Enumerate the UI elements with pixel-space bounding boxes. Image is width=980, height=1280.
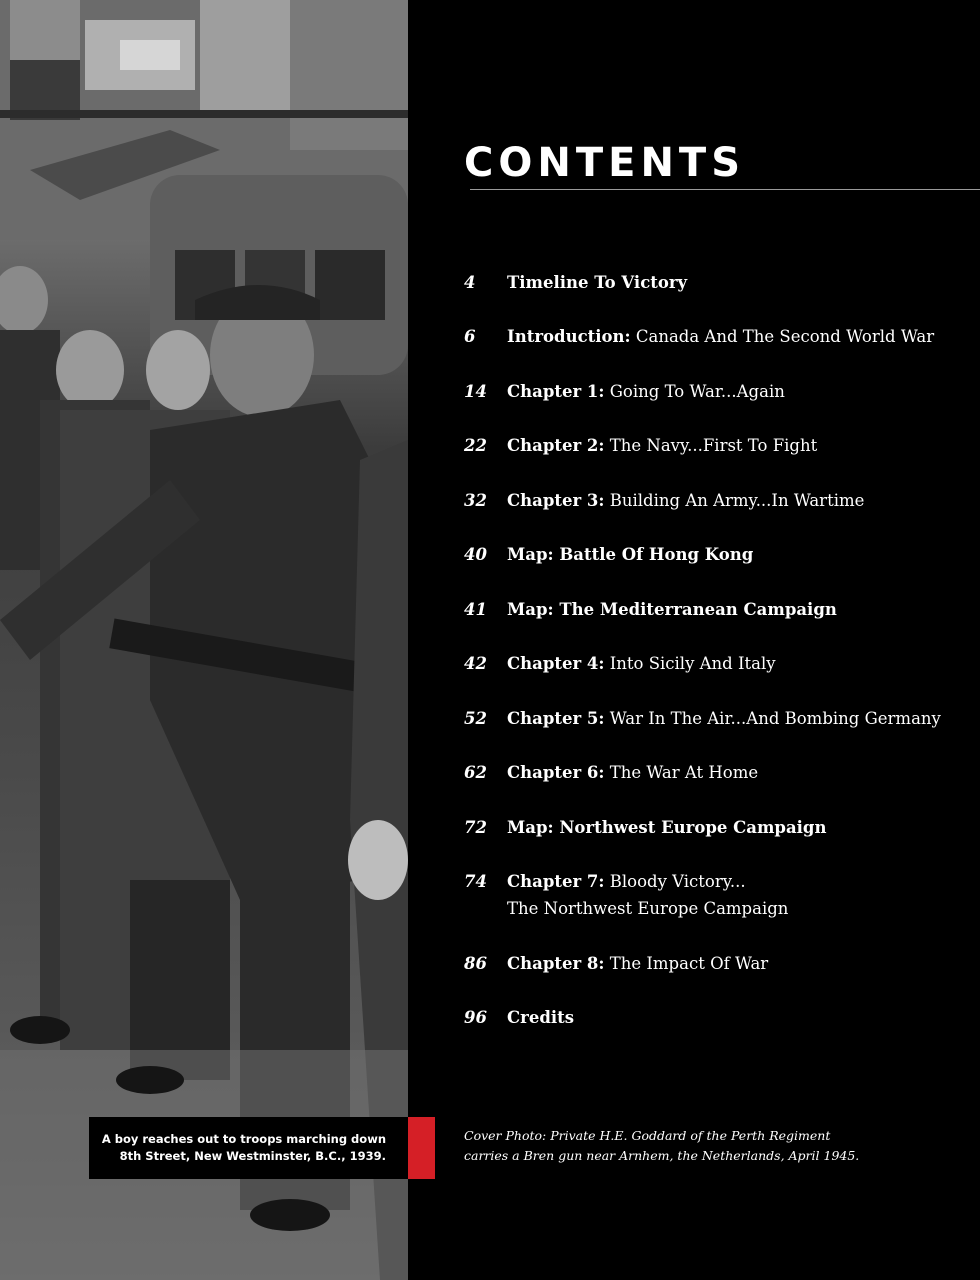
toc-page-number: 14: [464, 382, 487, 401]
toc-page-number: 96: [464, 1008, 487, 1027]
toc-entry-subtitle: The Navy...First To Fight: [604, 436, 818, 455]
toc-page-number: 22: [464, 436, 487, 455]
toc-entry-label: Chapter 5:: [507, 709, 605, 728]
toc-entry-subtitle: Into Sicily And Italy: [604, 654, 776, 673]
toc-entry-label: Chapter 4:: [507, 654, 605, 673]
toc-entry-subtitle: Bloody Victory...: [604, 872, 746, 891]
toc-entry-subtitle: Building An Army...In Wartime: [604, 491, 865, 510]
toc-entry-label: Map: The Mediterranean Campaign: [507, 600, 837, 619]
toc-entry-label: Chapter 2:: [507, 436, 605, 455]
toc-entry-title: [507, 650, 776, 677]
toc-entry-title: [507, 1004, 574, 1031]
toc-entry-label: Introduction:: [507, 327, 631, 346]
toc-page-number: 4: [464, 273, 476, 292]
title-divider: [470, 189, 980, 190]
toc-entry-subtitle: Going To War...Again: [604, 382, 785, 401]
toc-entry-title: [507, 323, 934, 350]
toc-page-number: 32: [464, 491, 487, 510]
toc-entry-title: [507, 432, 817, 459]
toc-entry-title: [507, 596, 837, 623]
red-accent-tab: [408, 1117, 435, 1179]
toc-entry-label: Chapter 6:: [507, 763, 605, 782]
toc-page-number: 72: [464, 818, 487, 837]
toc-page-number: 42: [464, 654, 487, 673]
toc-entry-label: Chapter 1:: [507, 382, 605, 401]
toc-page-number: 86: [464, 954, 487, 973]
toc-entry-title: [507, 868, 788, 922]
toc-entry-title: [507, 541, 753, 568]
toc-entry-label: Map: Battle Of Hong Kong: [507, 545, 754, 564]
toc-entry-label: Chapter 7:: [507, 872, 605, 891]
toc-entry-subtitle: War In The Air...And Bombing Germany: [604, 709, 941, 728]
toc-entry-title: [507, 950, 768, 977]
toc-entry-subtitle: The War At Home: [604, 763, 759, 782]
toc-entry-label: Timeline To Victory: [507, 273, 688, 292]
cover-photograph: [0, 0, 408, 1280]
toc-entry-title: [507, 487, 864, 514]
cover-credit-line-1: Cover Photo: Private H.E. Goddard of the Perth Regiment: [464, 1128, 831, 1143]
photo-caption-line-1: A boy reaches out to troops marching down: [101, 1132, 386, 1146]
toc-entry-label: Chapter 3:: [507, 491, 605, 510]
toc-entry-title: [507, 378, 785, 405]
toc-entry-title: [507, 269, 687, 296]
cover-credit-line-2: carries a Bren gun near Arnhem, the Netherlands, April 1945.: [464, 1148, 860, 1163]
toc-entry-title: [507, 759, 758, 786]
toc-page-number: 41: [464, 600, 487, 619]
toc-entry-subtitle: Canada And The Second World War: [630, 327, 935, 346]
toc-entry-title: [507, 814, 826, 841]
toc-entry-label: Map: Northwest Europe Campaign: [507, 818, 827, 837]
page-title: CONTENTS: [464, 140, 746, 186]
photo-caption-line-2: 8th Street, New Westminster, B.C., 1939.: [119, 1149, 386, 1163]
toc-entry-title: [507, 705, 941, 732]
toc-entry-subtitle-line-2: The Northwest Europe Campaign: [507, 899, 789, 918]
cover-photo-credit: [464, 1126, 859, 1166]
toc-entry-label: Chapter 8:: [507, 954, 605, 973]
toc-page-number: 6: [464, 327, 476, 346]
toc-page-number: 74: [464, 872, 487, 891]
toc-page-number: 62: [464, 763, 487, 782]
photo-caption: [89, 1117, 408, 1179]
toc-page-number: 52: [464, 709, 487, 728]
toc-page-number: 40: [464, 545, 487, 564]
toc-entry-label: Credits: [507, 1008, 575, 1027]
toc-entry-subtitle: The Impact Of War: [604, 954, 769, 973]
